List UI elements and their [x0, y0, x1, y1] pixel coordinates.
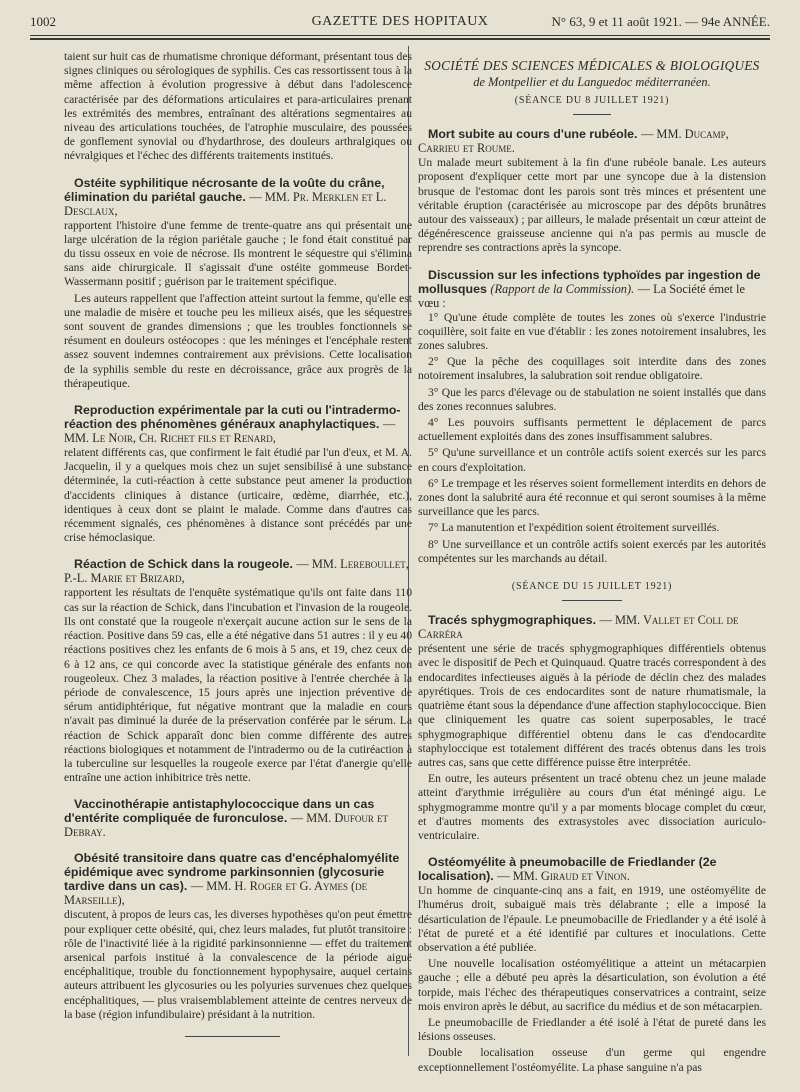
- section-rule: [562, 600, 622, 601]
- article-tail: — La Société émet le vœu :: [418, 281, 745, 310]
- page-header: [30, 10, 770, 34]
- wish-item: 6° Le trempage et les réserves soient formellement interdits en dehors de zones dont la salubrité aura été reconnue et qui seront soumises à la même surveillance que les parcs.: [418, 476, 766, 519]
- left-column: [64, 50, 412, 1024]
- article-paragraph: Une nouvelle localisation ostéomyélitique a atteint un métacarpien gauche ; elle a débuté peu après la désarticulation, son évolution a été torpide, mais l'échec des thérapeutiques conservatrices a contraint, seize mois environ après le début, au sacrifice du médius et de son métacarpien.: [418, 957, 766, 1013]
- article-title: Ostéomyélite à pneumobacille de Friedlander (2e localisation).: [418, 855, 717, 884]
- article-paragraph: Les auteurs rappellent que l'affection atteint surtout la femme, qu'elle est une maladie de misère et touche peu les milieux aisés, que les séquestres sont souvent de grandes dimensions ; que les troubles fonctionnels se résument en douleurs ostéocopes : que les méninges et l'encéphale restent assez souvent indemnes contrairement aux prévisions. Cette localisation de la syphilis semble du reste en décroissance, grâce aux progrès de la thérapeutique.: [64, 291, 412, 390]
- article-paragraph: En outre, les auteurs présentent un tracé obtenu chez un jeune malade atteint d'arythmie irrégulière au cours d'un état méningé aigu. Le sphygmogramme montre qu'il y a par moments blocage complet du cœur, et d'autres moments des extrasystoles avec dissociation auriculo-ventriculaire.: [418, 772, 766, 842]
- article-title: Mort subite au cours d'une rubéole.: [428, 127, 638, 142]
- article-authors: — MM. Vallet et Coll de Carréra: [418, 613, 739, 642]
- wish-item: 3° Que les parcs d'élevage ou de stabulation ne soient installés que dans des zones reconnues salubres.: [418, 385, 766, 413]
- article-title: Réaction de Schick dans la rougeole.: [74, 557, 293, 572]
- article-title: Tracés sphygmographiques.: [428, 613, 597, 628]
- article-title: Discussion sur les infections typhoïdes par ingestion de mollusques: [418, 267, 761, 296]
- article-heading-osteomyelite: [418, 855, 766, 883]
- article-authors: — MM. Lereboullet, P.-L. Marie et Brizard,: [64, 557, 409, 586]
- wish-item: 7° La manutention et l'expédition soient étroitement surveillés.: [428, 521, 720, 535]
- wish-item: 8° Une surveillance et un contrôle actifs soient exercés par les autorités compétentes sur les marchands au détail.: [418, 537, 766, 565]
- header-rule-thick: [30, 38, 770, 40]
- wish-item: 1° Qu'une étude complète de toutes les zones où s'exerce l'industrie coquillère, soit faite en vue d'établir : les zones notoirement insalubres, les zones salubres.: [418, 310, 766, 353]
- article-heading-rubeole: [418, 127, 766, 155]
- page-number: 1002: [30, 14, 56, 29]
- article-paragraph: Le pneumobacille de Friedlander a été isolé à l'état de pureté dans les lésions osseuses.: [418, 1015, 766, 1044]
- article-title: Reproduction expérimentale par la cuti ou l'intradermo-réaction des phénomènes généraux anaphylactiques.: [64, 403, 401, 432]
- article-paragraph: Un malade meurt subitement à la fin d'une rubéole banale. Les auteurs proposent d'expliquer cette mort par une syncope due à la distension brusque de l'estomac dont les parois sont très minces et présentent une véritable éruption (caractérisée au microscope par des dépôts brunâtres autour des vaisseaux) ; par ailleurs, le malade présentait un cœur atteint de dégénérescence graisseuse ancienne qui n'a pas permis au muscle de reprendre ses contractions après la syncope.: [418, 156, 766, 255]
- article-heading-traces: [418, 613, 766, 641]
- article-paragraph: rapportent l'histoire d'une femme de trente-quatre ans qui présentait une large ulcération de la région pariétale gauche ; le fond était constitué par du tissu osseux en voie de nécrose. Ils montrent le séquestre qui s'élimina sans aide chirurgicale. Il s'agissait d'une ostéite gommeuse Bordet-Wassermann positif ; guérison par le traitement spécifique.: [64, 218, 412, 289]
- section-rule: [573, 114, 611, 115]
- journal-title: GAZETTE DES HOPITAUX: [311, 14, 489, 29]
- article-heading-vaccinotherapie: [64, 797, 412, 839]
- article-title: Ostéite syphilitique nécrosante de la voûte du crâne, élimination du pariétal gauche.: [64, 175, 385, 204]
- article-authors: — MM. Ducamp, Carrieu et Roume.: [418, 127, 729, 156]
- article-authors: — MM. Pr. Merklen et L. Desclaux,: [64, 189, 387, 218]
- intro-paragraph: taient sur huit cas de rhumatisme chronique déformant, présentant tous des signes cliniques ou sérologiques de syphilis. Ces cas ressortissent tous à la même affection à évolution progressive à début dans l'adolescence caractérisée par des déformations articulaires et para-articulaires prenant les extrémités des membres, entraînant des altérations segmentaires au niveau des articulations touchées, de l'atrophie musculaire, des poussées de gonflement synovial ou d'hydarthrose, des douleurs arthralgiques ou névralgiques et l'échec des différents traitements institués.: [64, 50, 412, 163]
- article-authors: — MM. H. Roger et G. Aymes (de Marseille),: [64, 879, 368, 908]
- issue-info: N° 63, 9 et 11 août 1921. — 94e ANNÉE.: [551, 14, 770, 29]
- report-note: (Rapport de la Commission).: [490, 281, 635, 296]
- article-title: Vaccinothérapie antistaphylococcique dans un cas d'entérite compliquée de furonculose.: [64, 797, 375, 826]
- article-authors: — MM. Dufour et Debray.: [64, 811, 388, 840]
- wish-item: 2° Que la pêche des coquillages soit interdite dans des zones notoirement insalubres, la salubration soit rendue obligatoire.: [418, 355, 766, 383]
- article-authors: — MM. Le Noir, Ch. Richet fils et Renard,: [64, 417, 396, 446]
- wish-item: 5° Qu'une surveillance et un contrôle actifs soient exercés sur les parcs en cours d'exploitation.: [418, 446, 766, 474]
- article-paragraph: rapportent les résultats de l'enquête systématique qu'ils ont faite dans 110 cas sur la réaction de Schick, dans l'incubation et l'invasion de la rougeole. Ils ont constaté que la rougeole n'exerçait aucune action sur le sens de la réaction. Positive dans 59 cas, elle a été négative dans 51 autres : il y eu 40 réactions positives chez les enfants de 6 mois à 5 ans, et 19, chez ceux de 6 à 12 ans, ce qui concorde avec la statistique générale des enfants non rougeoleux. Chez 3 malades, la réaction positive à l'entrée cherchée à la période de convalescence, 15 jours après une injection préventive de sérum antidiphtérique, fut négative montrant que la maladie en cours n'avait pas diminué la durée de la préservation conférée par le sérum. La réaction de Schick apparaît donc bien comme différente des autres réactions biologiques et notamment de l'intradermo ou de la cutiréaction à la tuberculine sur lesquelles la rougeole exerce par l'état d'anergie qu'elle entraîne une action inhibitrice très nette.: [64, 586, 412, 785]
- article-heading-schick: [64, 557, 412, 585]
- header-rule-thin: [30, 35, 770, 36]
- wish-item: 4° Les pouvoirs suffisants permettent le déplacement de parcs actuellement exploités dans des zones insuffisamment salubres.: [418, 416, 766, 444]
- article-paragraph: relatent différents cas, que confirment le fait étudié par l'un d'eux, et M. A. Jacquelin, il y a quelques mois chez un sujet sensibilisé à une substance déterminée, la cuti-réaction à cette substance peut amener la production d'accidents cliniques à distance (urticaire, œdème, diarrhée, etc.), identiques à ceux dont se plaint le malade. Comme dans d'autres cas récemment signalés, ces phénomènes à distance sont précédés par une crise hémoclasique.: [64, 446, 412, 545]
- article-heading-typhoides: [418, 268, 766, 310]
- article-paragraph: Double localisation osseuse d'un germe qui engendre exceptionnellement l'ostéomyélite. La phase sanguine n'a pas: [418, 1046, 766, 1074]
- right-column: [418, 50, 766, 1077]
- session-date: (SÉANCE DU 15 JUILLET 1921): [511, 581, 673, 593]
- article-paragraph: présentent une série de tracés sphygmographiques différentiels obtenus avec le dispositif de Pech et Quinquaud. Quatre tracés correspondent à des endocardites infectieuses aiguës à la période de déclin chez des malades apyrétiques. Trois de ces endocardites sont de nature rhumatismale, la quatrième étant sous la dépendance d'une affection staphylococcique. Bien que cliniquement les quatre cas soient superposables, le tracé sphygmographique différentiel obtenu dans le cas d'endocardite staphyloccique est totalement différent des tracés obtenus dans les trois autres cas, sans que cette différence puisse être interprétée.: [418, 642, 766, 769]
- article-title: Obésité transitoire dans quatre cas d'encéphalomyélite épidémique avec syndrome parkinsonnien (glycosurie tardive dans un cas).: [64, 851, 400, 894]
- article-heading-obesite: [64, 851, 412, 907]
- end-rule: [185, 1036, 280, 1037]
- article-paragraph: discutent, à propos de leurs cas, les diverses hypothèses qu'on peut émettre pour expliquer cette obésité, qui, chez leurs malades, fut plutôt transitoire : rôle de l'inactivité liée à la rigidité parkinsonnienne — effet du traitement arsenical parfois institué à la convalescence de la période aiguë encéphalitique, trouble du fonctionnement hypophysaire, auquel certains auteurs attribuent les glycosuries ou les polyuries survenues chez quelques encéphalitiques, — plus vraisemblablement atteinte de centres nerveux de la base (région infundibulaire) présidant à la nutrition.: [64, 908, 412, 1021]
- society-title: SOCIÉTÉ DES SCIENCES MÉDICALES & BIOLOGIQUES: [424, 58, 760, 73]
- society-subtitle: de Montpellier et du Languedoc méditerranéen.: [473, 75, 711, 89]
- article-authors: — MM. Giraud et Vinon.: [497, 869, 630, 884]
- session-date: (SÉANCE DU 8 JUILLET 1921): [514, 95, 670, 106]
- article-heading-osteite: [64, 176, 412, 218]
- article-paragraph: Un homme de cinquante-cinq ans a fait, en 1919, une ostéomyélite de l'humérus droit, subaiguë mais très délabrante ; elle a imposé la désarticulation de l'épaule. Le pneumobacille de Friedlander y a été isolé à l'état de pureté et a été identifié par cultures et inoculations. Cette observation a été publiée.: [418, 884, 766, 954]
- article-heading-reproduction: [64, 403, 412, 445]
